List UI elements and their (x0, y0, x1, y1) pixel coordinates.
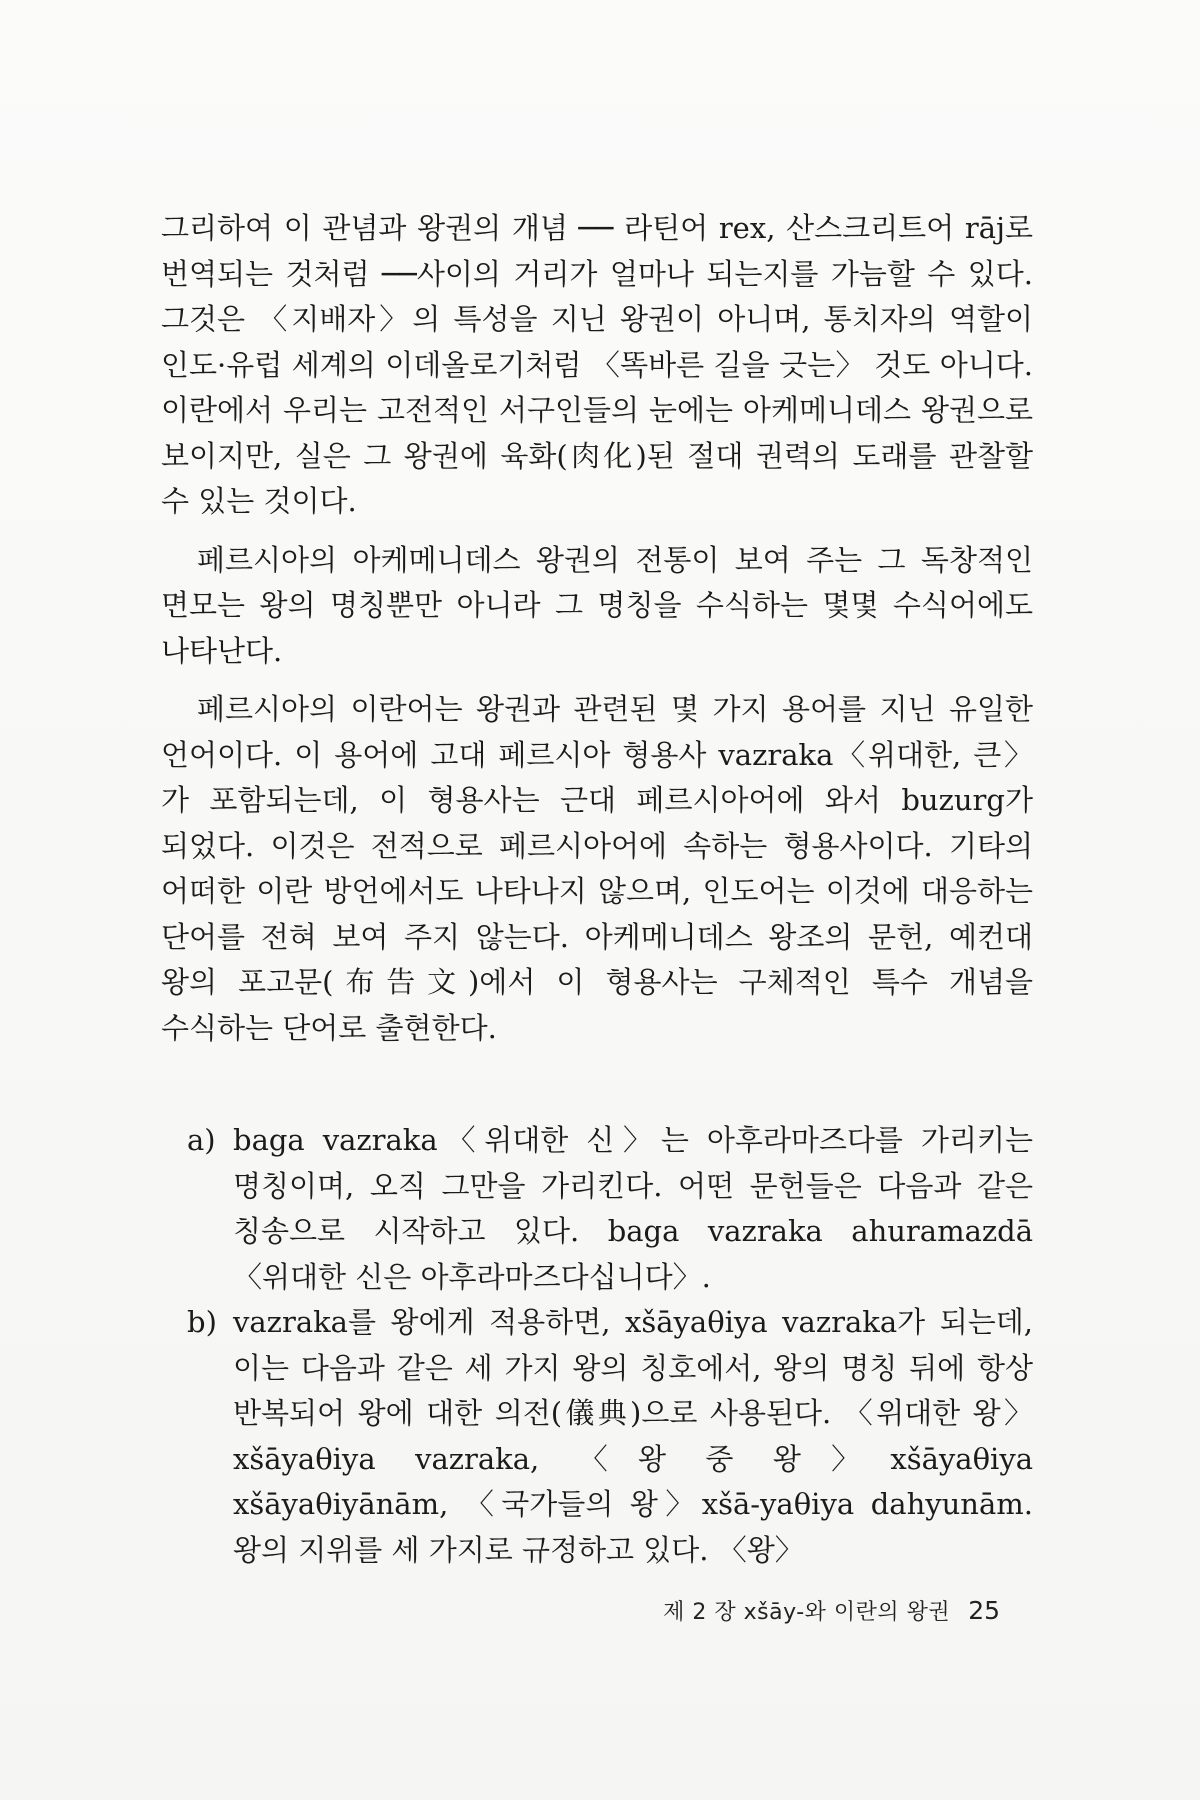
paragraph-1: 그리하여 이 관념과 왕권의 개념 ── 라틴어 rex, 산스크리트어 rāj로 번역되는 것처럼 ──사이의 거리가 얼마나 되는지를 가늠할 수 있다. 그것은 〈지배자〉의 특성을 지닌 왕권이 아니며, 통치자의 역할이 인도·유럽 세계의 이데올로기처럼 〈똑바른 길을 긋는〉 것도 아니다. 이란에서 우리는 고전적인 서구인들의 눈에는 아케메니데스 왕권으로 보이지만, 실은 그 왕권에 육화(肉化)된 절대 권력의 도래를 관찰할 수 있는 것이다. (161, 211, 1033, 518)
running-footer (663, 1596, 1000, 1628)
list-item-text: vazraka를 왕에게 적용하면, xšāyaθiya vazraka가 되는데, 이는 다음과 같은 세 가지 왕의 칭호에서, 왕의 명칭 뒤에 항상 반복되어 왕에 대한 의전(儀典)으로 사용된다. 〈위대한 왕〉xšāyaθiya vazraka, 〈왕 중 왕〉xšāyaθiya xšāyaθiyānām, 〈국가들의 왕〉xšā-yaθiya dahyunām. 왕의 지위를 세 가지로 규정하고 있다. 〈왕〉 (233, 1305, 1033, 1567)
body-text (161, 206, 1033, 1064)
list-marker: b) (187, 1305, 217, 1339)
list-item-a (161, 1118, 1033, 1300)
page-number: 25 (968, 1596, 1000, 1625)
paragraph-3: 페르시아의 이란어는 왕권과 관련된 몇 가지 용어를 지닌 유일한 언어이다. 이 용어에 고대 페르시아 형용사 vazraka〈위대한, 큰〉가 포함되는데, 이 형용사는 근대 페르시아어에 와서 buzurg가 되었다. 이것은 전적으로 페르시아어에 속하는 형용사이다. 기타의 어떠한 이란 방언에서도 나타나지 않으며, 인도어는 이것에 대응하는 단어를 전혀 보여 주지 않는다. 아케메니데스 왕조의 문헌, 예컨대 왕의 포고문(布告文)에서 이 형용사는 구체적인 특수 개념을 수식하는 단어로 출현한다. (161, 692, 1033, 1045)
paragraph-2: 페르시아의 아케메니데스 왕권의 전통이 보여 주는 그 독창적인 면모는 왕의 명칭뿐만 아니라 그 명칭을 수식하는 몇몇 수식어에도 나타난다. (161, 542, 1033, 668)
chapter-title: 제 2 장 xšāy-와 이란의 왕권 (663, 1600, 951, 1625)
list-item-text: baga vazraka〈위대한 신〉는 아후라마즈다를 가리키는 명칭이며, 오직 그만을 가리킨다. 어떤 문헌들은 다음과 같은 칭송으로 시작하고 있다. baga vazraka ahuramazdā〈위대한 신은 아후라마즈다십니다〉. (233, 1123, 1033, 1294)
list-marker: a) (187, 1123, 216, 1157)
enumerated-list (161, 1118, 1033, 1573)
list-item-b (161, 1300, 1033, 1573)
